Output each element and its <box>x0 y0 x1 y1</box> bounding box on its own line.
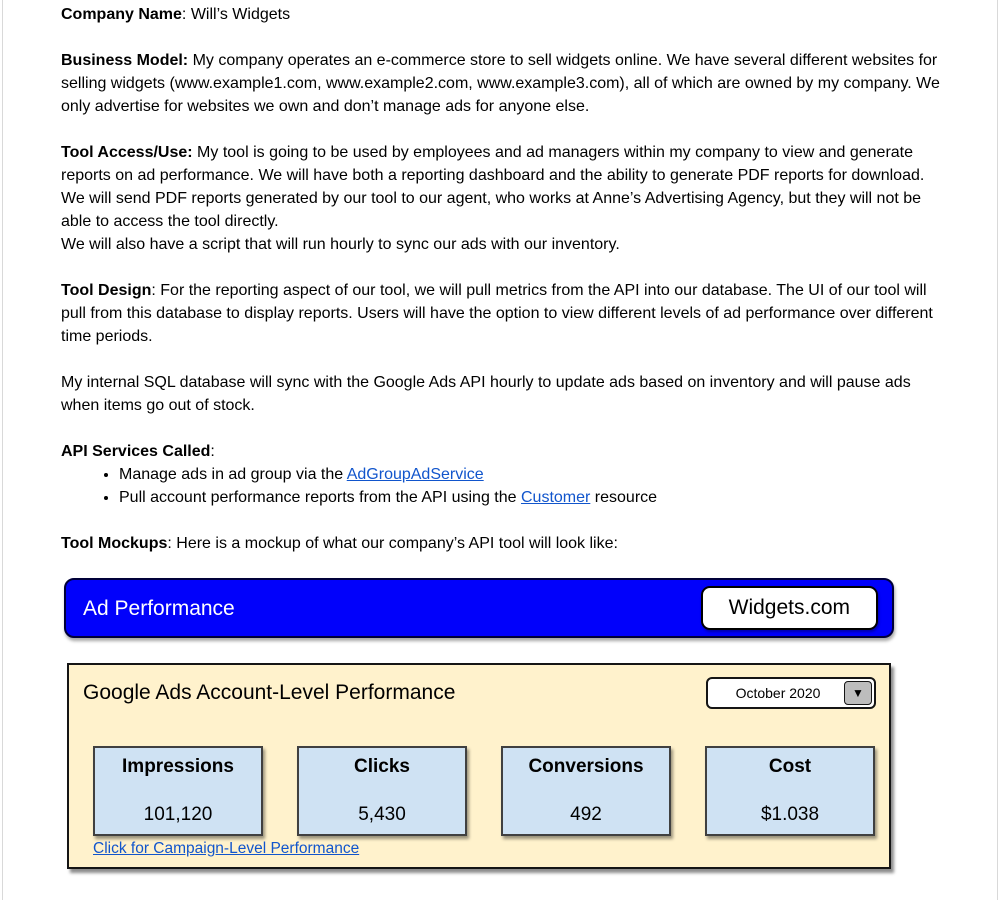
document-page <box>2 0 998 900</box>
metric-value: 5,430 <box>358 804 406 825</box>
tool-mockups-paragraph <box>61 532 941 555</box>
metric-label: Clicks <box>354 756 410 777</box>
tool-design-label: Tool Design <box>61 282 152 299</box>
list-item <box>119 463 941 486</box>
period-dropdown[interactable] <box>706 677 876 709</box>
metric-card-impressions <box>93 746 263 836</box>
metric-label: Cost <box>768 756 812 777</box>
tool-mockups-label: Tool Mockups <box>61 535 168 552</box>
bullet-text: Manage ads in ad group via the <box>119 466 347 483</box>
document-content <box>3 0 997 869</box>
metric-value: 492 <box>570 804 602 825</box>
account-performance-panel <box>67 663 891 869</box>
tool-access-text: My tool is going to be used by employees and ad managers within my company to view and generate reports on ad performance. We will have both a reporting dashboard and the ability to generate PDF reports for download. We will send PDF reports generated by our tool to our agent, who works at Anne’s Advertising Agency, but they will not be able to access the tool directly. <box>61 144 925 230</box>
api-services-label: API Services Called <box>61 443 211 460</box>
period-dropdown-value: October 2020 <box>735 684 821 701</box>
tool-mockups-text: : Here is a mockup of what our company’s API tool will look like: <box>167 535 618 552</box>
api-services-colon: : <box>210 443 215 460</box>
metric-value: $1.038 <box>760 804 820 825</box>
metric-label: Conversions <box>528 756 644 777</box>
mockup-app-header <box>64 578 894 638</box>
business-model-paragraph <box>61 49 941 118</box>
company-name-line <box>61 3 941 26</box>
sql-sync-text: My internal SQL database will sync with the Google Ads API hourly to update ads based on inventory and will pause ads when items go out of stock. <box>61 374 911 414</box>
metric-label: Impressions <box>122 756 234 777</box>
list-item <box>119 486 941 509</box>
sql-sync-paragraph <box>61 371 941 417</box>
metric-card-conversions <box>501 746 671 836</box>
tool-access-text-line2: We will also have a script that will run hourly to sync our ads with our inventory. <box>61 236 620 253</box>
api-services-heading <box>61 440 941 463</box>
bullet-text: resource <box>590 489 658 506</box>
panel-title: Google Ads Account-Level Performance <box>83 681 456 704</box>
widgets-site-button[interactable]: Widgets.com <box>701 586 878 630</box>
dropdown-arrow-button[interactable] <box>844 681 872 705</box>
chevron-down-icon: ▼ <box>852 686 864 700</box>
company-name-label: Company Name <box>61 6 182 23</box>
business-model-label: Business Model: <box>61 52 189 69</box>
adgroupadservice-link[interactable]: AdGroupAdService <box>346 466 484 483</box>
campaign-level-link[interactable]: Click for Campaign-Level Performance <box>93 840 360 857</box>
mockup-header-title: Ad Performance <box>83 596 235 620</box>
business-model-text: My company operates an e-commerce store to sell widgets online. We have several different websites for selling widgets (www.example1.com, www.example2.com, www.example3.com), all of which are owned by my company. We only advertise for websites we own and don’t manage ads for anyone else. <box>61 52 940 115</box>
tool-access-paragraph <box>61 141 941 256</box>
metric-card-cost <box>705 746 875 836</box>
tool-design-text: : For the reporting aspect of our tool, we will pull metrics from the API into our database. The UI of our tool will pull from this database to display reports. Users will have the option to view different levels of ad performance over different time periods. <box>61 282 933 345</box>
tool-design-paragraph <box>61 279 941 348</box>
company-name-value: : Will’s Widgets <box>181 6 291 23</box>
tool-access-label: Tool Access/Use: <box>61 144 193 161</box>
metric-card-clicks <box>297 746 467 836</box>
metrics-row <box>93 746 875 836</box>
bullet-text: Pull account performance reports from the API using the <box>119 489 521 506</box>
customer-resource-link[interactable]: Customer <box>520 489 591 506</box>
api-services-list <box>61 463 941 509</box>
metric-value: 101,120 <box>143 804 213 825</box>
